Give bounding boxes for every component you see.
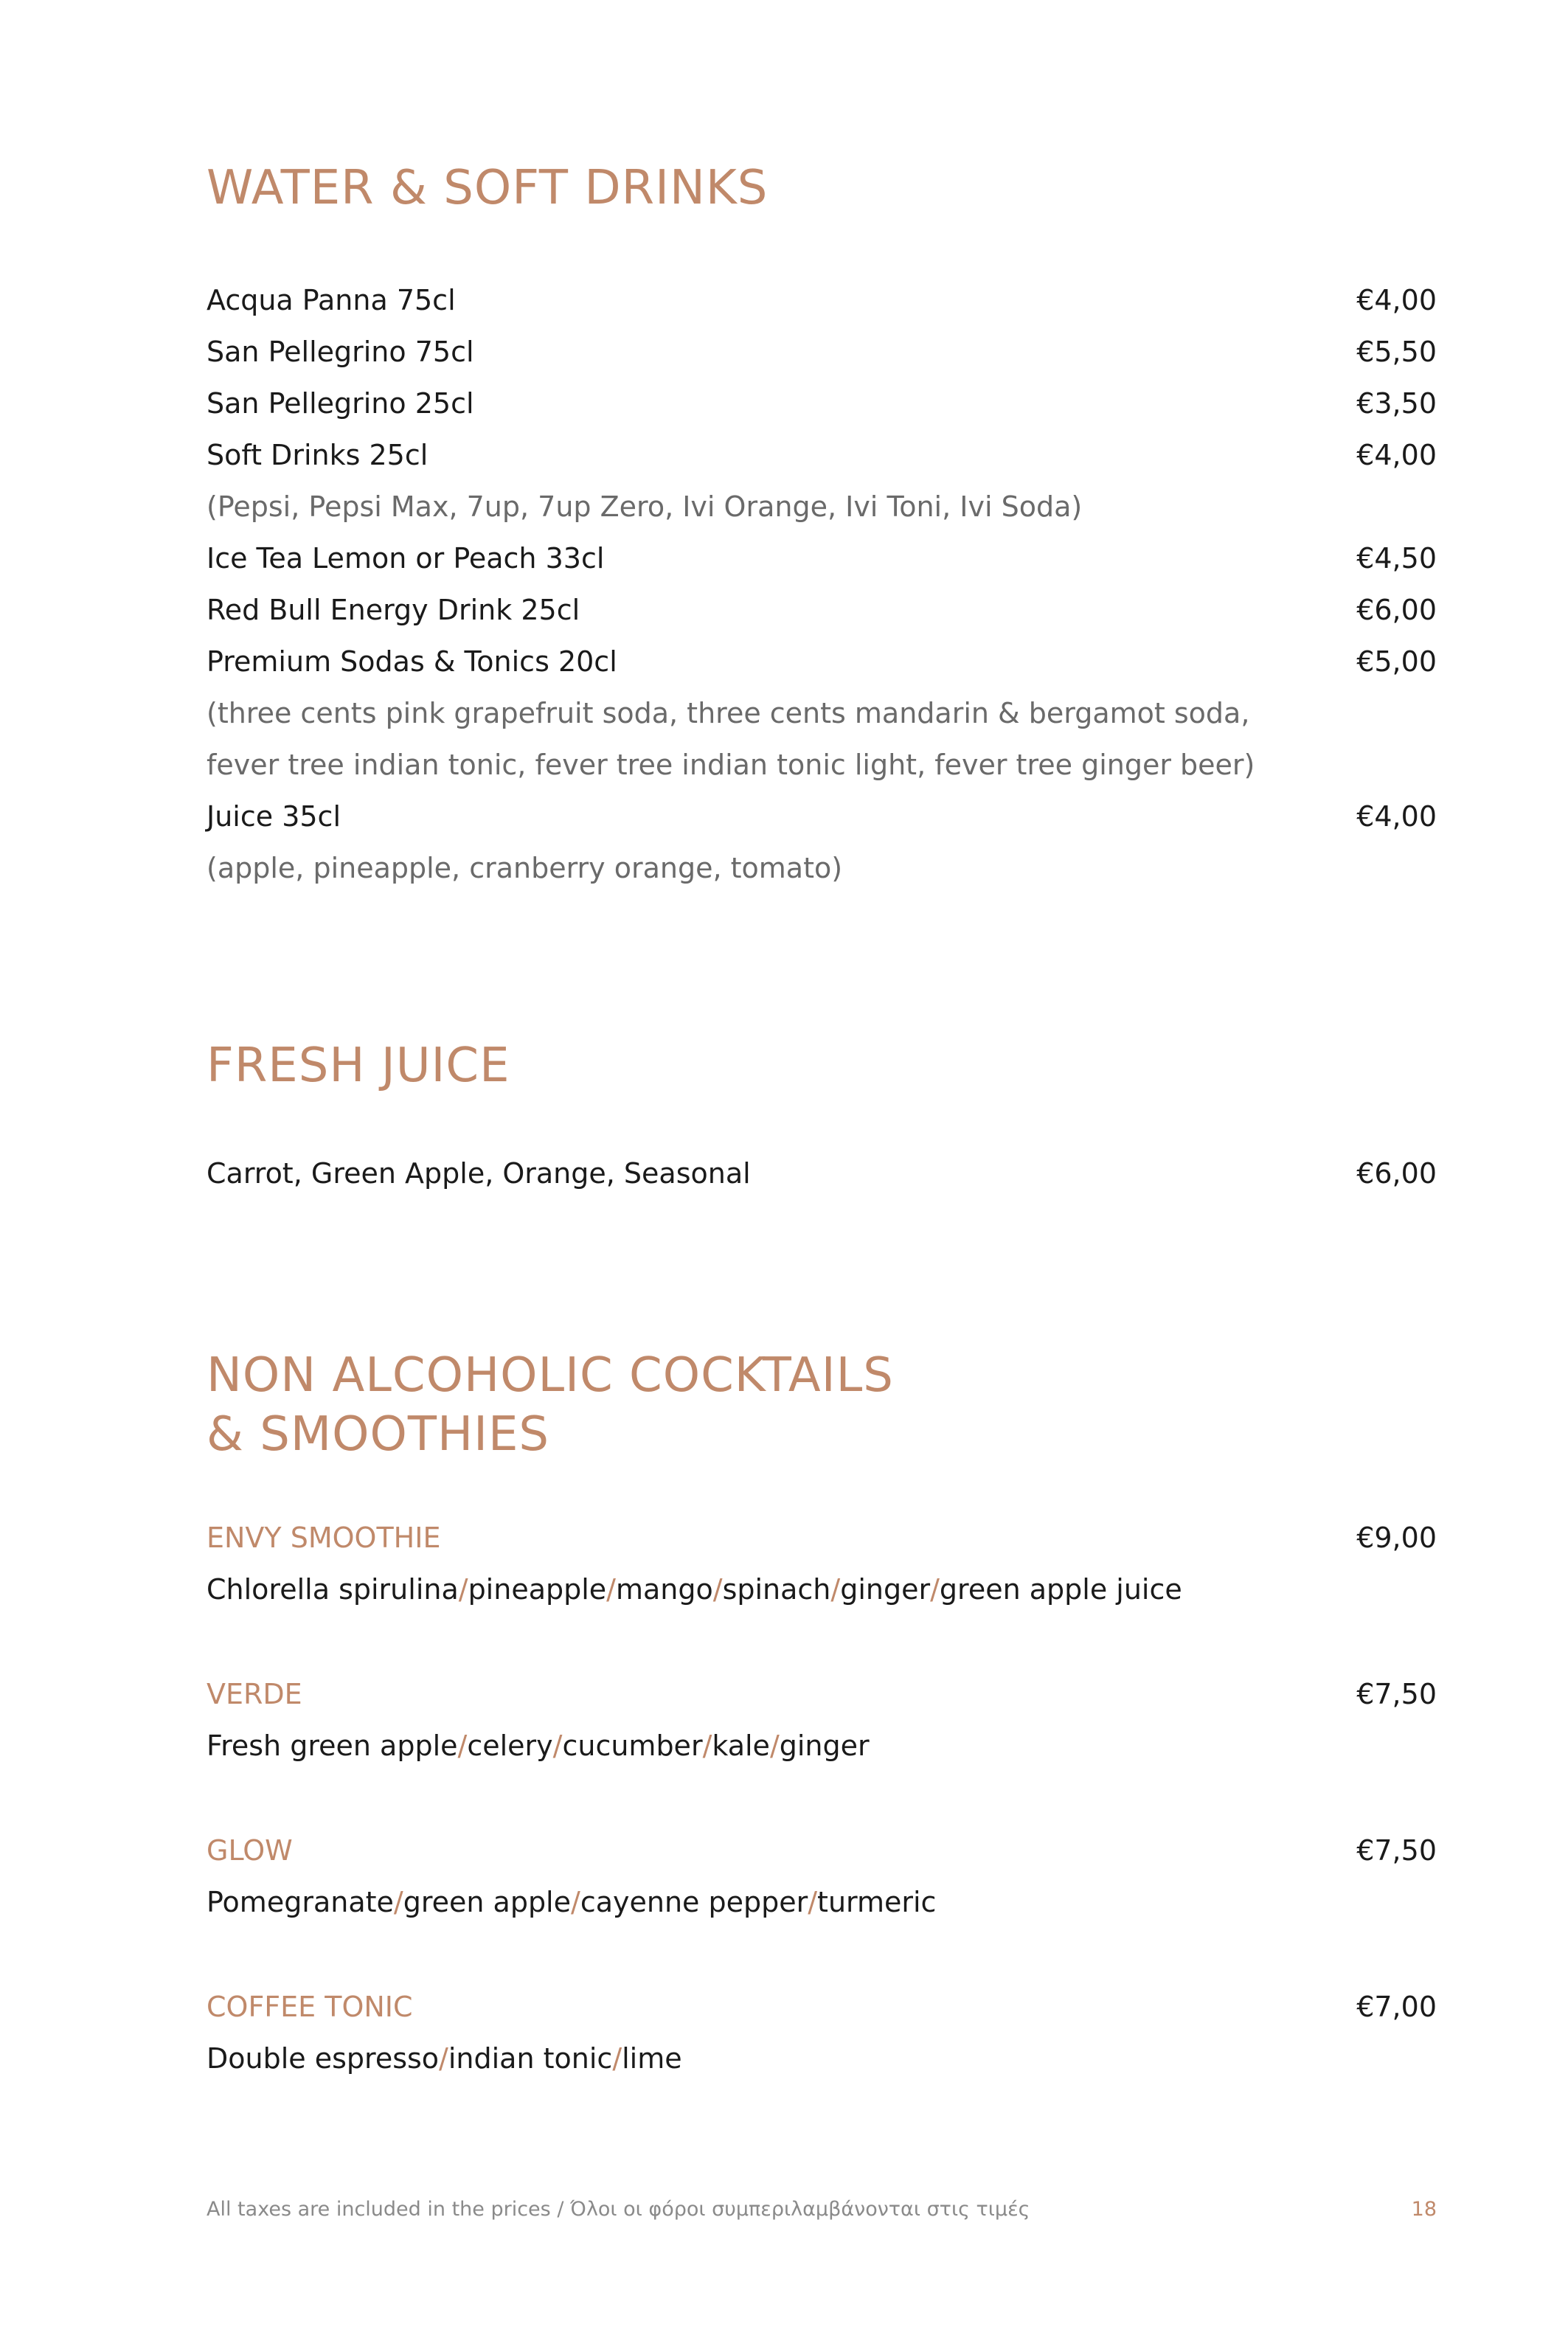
item-note: (apple, pineapple, cranberry orange, tomato) [207, 852, 843, 884]
ingredient: ginger [840, 1573, 931, 1606]
separator: / [457, 1730, 468, 1762]
item-price: €5,00 [1356, 645, 1437, 678]
item-note: (three cents pink grapefruit soda, three cents mandarin & bergamot soda, [207, 697, 1250, 729]
menu-item [207, 533, 1437, 584]
separator: / [393, 1886, 403, 1918]
ingredient: lime [622, 2042, 682, 2075]
separator: / [769, 1730, 780, 1762]
cocktail-name: COFFEE TONIC [207, 1991, 413, 2023]
item-name: Acqua Panna 75cl [207, 284, 456, 316]
separator: / [830, 1573, 841, 1606]
item-price: €6,00 [1356, 594, 1437, 626]
section-title-water: WATER & SOFT DRINKS [207, 161, 769, 215]
item-price: €5,50 [1356, 336, 1437, 368]
cocktail-name: VERDE [207, 1678, 302, 1710]
ingredient: Double espresso [207, 2042, 440, 2075]
ingredient: green apple [403, 1886, 571, 1918]
ingredient: mango [615, 1573, 713, 1606]
cocktail-header [207, 1825, 1437, 1876]
ingredient: celery [467, 1730, 553, 1762]
cocktail-list [207, 1512, 1437, 2137]
cocktail-name: GLOW [207, 1834, 293, 1867]
item-price: €4,00 [1356, 800, 1437, 833]
cocktail-price: €9,00 [1356, 1522, 1437, 1554]
separator: / [702, 1730, 712, 1762]
section-title-line-1: NON ALCOHOLIC COCKTAILS [207, 1348, 894, 1403]
cocktail-price: €7,50 [1356, 1678, 1437, 1710]
menu-item [207, 1148, 1437, 1199]
cocktail-header [207, 1668, 1437, 1720]
ingredient: Chlorella spirulina [207, 1573, 459, 1606]
tax-note: All taxes are included in the prices / Όλοι οι φόροι συμπεριλαμβάνονται στις τιμές [207, 2198, 1030, 2221]
menu-item [207, 326, 1437, 378]
cocktail-price: €7,00 [1356, 1991, 1437, 2023]
cocktail-name: ENVY SMOOTHIE [207, 1522, 441, 1554]
item-price: €4,00 [1356, 439, 1437, 471]
cocktail-header [207, 1981, 1437, 2033]
separator: / [606, 1573, 616, 1606]
item-name: Soft Drinks 25cl [207, 439, 429, 471]
separator: / [458, 1573, 468, 1606]
item-name: Juice 35cl [207, 800, 341, 833]
cocktail-price: €7,50 [1356, 1834, 1437, 1867]
ingredient: Fresh green apple [207, 1730, 458, 1762]
item-note: (Pepsi, Pepsi Max, 7up, 7up Zero, Ivi Orange, Ivi Toni, Ivi Soda) [207, 490, 1083, 523]
ingredient: cayenne pepper [580, 1886, 808, 1918]
section-title-cocktails [207, 1346, 894, 1464]
cocktail-item [207, 1825, 1437, 1981]
separator: / [712, 1573, 723, 1606]
separator: / [612, 2042, 622, 2075]
item-name: San Pellegrino 25cl [207, 387, 474, 420]
menu-item [207, 584, 1437, 636]
fresh-juice-list [207, 1148, 1437, 1199]
section-title-fresh-juice: FRESH JUICE [207, 1038, 510, 1093]
page-number: 18 [1411, 2198, 1437, 2221]
separator: / [552, 1730, 563, 1762]
separator: / [930, 1573, 940, 1606]
water-list [207, 274, 1437, 894]
menu-item [207, 791, 1437, 842]
footer [207, 2198, 1437, 2221]
item-price: €6,00 [1356, 1157, 1437, 1190]
cocktail-ingredients [207, 2033, 1437, 2084]
ingredient: green apple juice [939, 1573, 1182, 1606]
cocktail-item [207, 1981, 1437, 2137]
item-price: €4,00 [1356, 284, 1437, 316]
menu-item [207, 636, 1437, 687]
cocktail-header [207, 1512, 1437, 1564]
ingredient: cucumber [562, 1730, 703, 1762]
separator: / [808, 1886, 818, 1918]
item-name: Ice Tea Lemon or Peach 33cl [207, 542, 605, 575]
ingredient: kale [712, 1730, 770, 1762]
item-name: Premium Sodas & Tonics 20cl [207, 645, 617, 678]
ingredient: indian tonic [448, 2042, 613, 2075]
cocktail-item [207, 1512, 1437, 1668]
menu-item [207, 429, 1437, 481]
item-price: €4,50 [1356, 542, 1437, 575]
ingredient: Pomegranate [207, 1886, 394, 1918]
ingredient: turmeric [817, 1886, 937, 1918]
item-note: fever tree indian tonic, fever tree indian tonic light, fever tree ginger beer) [207, 749, 1255, 781]
menu-item [207, 274, 1437, 326]
ingredient: spinach [722, 1573, 831, 1606]
item-name: Carrot, Green Apple, Orange, Seasonal [207, 1157, 751, 1190]
cocktail-ingredients [207, 1564, 1437, 1615]
ingredient: pineapple [468, 1573, 607, 1606]
ingredient: ginger [779, 1730, 870, 1762]
item-name: Red Bull Energy Drink 25cl [207, 594, 580, 626]
separator: / [571, 1886, 580, 1918]
cocktail-ingredients [207, 1876, 1437, 1928]
item-name: San Pellegrino 75cl [207, 336, 474, 368]
section-title-line-2: & SMOOTHIES [207, 1407, 549, 1462]
menu-item [207, 378, 1437, 429]
cocktail-item [207, 1668, 1437, 1825]
cocktail-ingredients [207, 1720, 1437, 1772]
separator: / [439, 2042, 448, 2075]
item-price: €3,50 [1356, 387, 1437, 420]
